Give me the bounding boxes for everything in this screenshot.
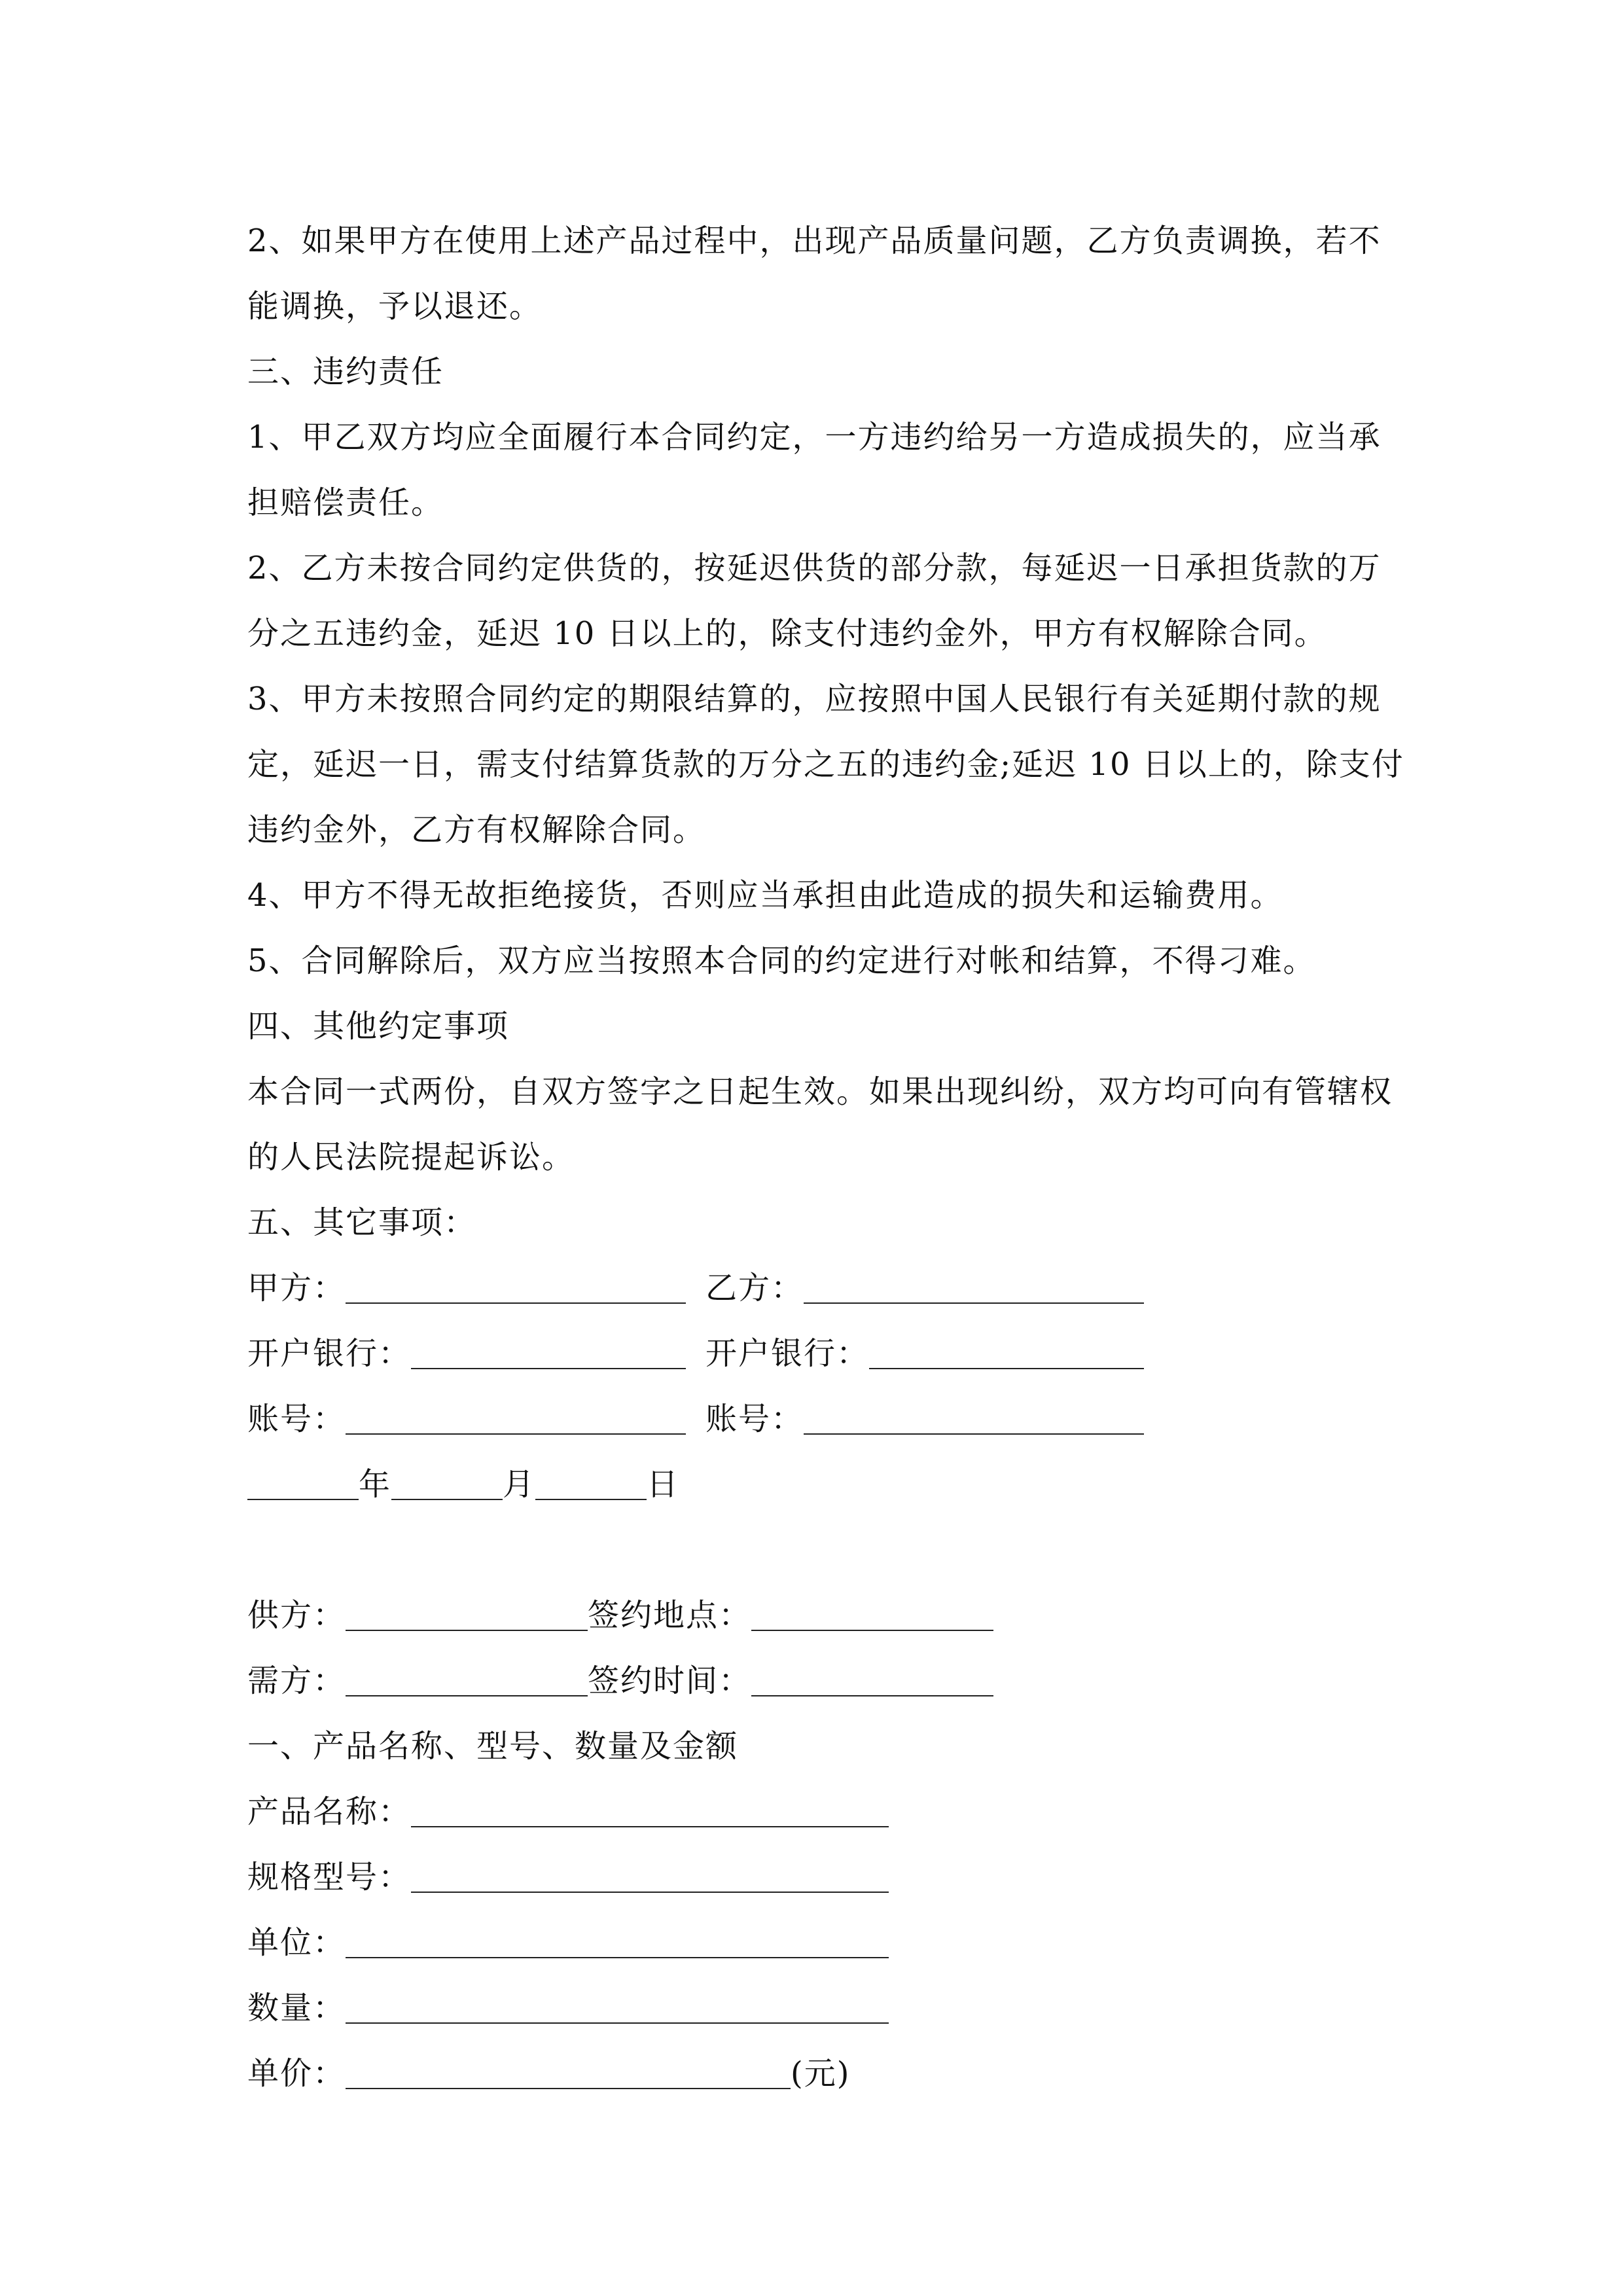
date-row — [247, 1452, 1386, 1517]
section-heading: 一、产品名称、型号、数量及金额 — [247, 1728, 739, 1765]
unit-price-blank[interactable] — [346, 2049, 791, 2089]
clause-line: 分之五违约金，延迟 10 日以上的，除支付违约金外，甲方有权解除合同。 — [247, 615, 1327, 652]
bank-a-label: 开户银行： — [247, 1335, 412, 1372]
clause-line: 违约金外，乙方有权解除合同。 — [247, 812, 706, 848]
quantity-label: 数量： — [247, 1990, 346, 2026]
year-blank[interactable] — [247, 1460, 359, 1500]
bank-row — [247, 1321, 1386, 1386]
clause-line: 本合同一式两份，自双方签字之日起生效。如果出现纠纷，双方均可向有管辖权 — [247, 1073, 1393, 1110]
party-a-blank[interactable] — [346, 1263, 686, 1304]
model-row — [247, 1844, 1386, 1910]
sign-time-label: 签约时间： — [588, 1662, 752, 1699]
clause-line: 2、乙方未按合同约定供货的，按延迟供货的部分款，每延迟一日承担货款的万 — [247, 550, 1382, 586]
unit-blank[interactable] — [346, 1918, 889, 1958]
party-b-blank[interactable] — [804, 1263, 1144, 1304]
unit-price-row — [247, 2041, 1386, 2106]
month-blank[interactable] — [391, 1460, 503, 1500]
quantity-blank[interactable] — [346, 1983, 889, 2024]
year-label: 年 — [359, 1466, 392, 1503]
month-label: 月 — [503, 1466, 536, 1503]
product-name-label: 产品名称： — [247, 1793, 412, 1830]
model-label: 规格型号： — [247, 1859, 412, 1895]
clause-line: 4、甲方不得无故拒绝接货，否则应当承担由此造成的损失和运输费用。 — [247, 877, 1283, 914]
supplier-label: 供方： — [247, 1597, 346, 1634]
clause-line: 担赔偿责任。 — [247, 484, 444, 521]
clause-line: 能调换，予以退还。 — [247, 288, 543, 325]
section-heading: 四、其他约定事项 — [247, 1008, 510, 1045]
account-b-blank[interactable] — [804, 1394, 1144, 1435]
clause-line: 定，延迟一日，需支付结算货款的万分之五的违约金;延迟 10 日以上的，除支付 — [247, 746, 1404, 783]
clause-line: 2、如果甲方在使用上述产品过程中，出现产品质量问题，乙方负责调换，若不 — [247, 223, 1382, 259]
sign-time-blank[interactable] — [751, 1656, 993, 1696]
buyer-label: 需方： — [247, 1662, 346, 1699]
unit-price-label: 单价： — [247, 2055, 346, 2092]
contract-page — [247, 208, 1404, 2106]
clause-line: 5、合同解除后，双方应当按照本合同的约定进行对帐和结算，不得刁难。 — [247, 942, 1316, 979]
account-b-label: 账号： — [705, 1401, 804, 1437]
clause-line: 1、甲乙双方均应全面履行本合同约定，一方违约给另一方造成损失的，应当承 — [247, 419, 1382, 456]
sign-place-label: 签约地点： — [588, 1597, 752, 1634]
unit-row — [247, 1910, 1386, 1975]
day-blank[interactable] — [535, 1460, 647, 1500]
unit-label: 单位： — [247, 1924, 346, 1961]
account-a-blank[interactable] — [346, 1394, 686, 1435]
spacer — [247, 1517, 1386, 1583]
bank-a-blank[interactable] — [411, 1329, 686, 1369]
party-row — [247, 1255, 1386, 1321]
product-name-row — [247, 1779, 1386, 1844]
buyer-blank[interactable] — [346, 1656, 588, 1696]
clause-line: 的人民法院提起诉讼。 — [247, 1139, 575, 1175]
party-b-label: 乙方： — [705, 1270, 804, 1306]
account-row — [247, 1386, 1386, 1452]
sign-place-blank[interactable] — [751, 1590, 993, 1631]
section-heading: 三、违约责任 — [247, 353, 444, 390]
supplier-row — [247, 1583, 1386, 1648]
bank-b-blank[interactable] — [869, 1329, 1144, 1369]
clause-line: 3、甲方未按照合同约定的期限结算的，应按照中国人民银行有关延期付款的规 — [247, 681, 1382, 717]
day-label: 日 — [647, 1466, 680, 1503]
model-blank[interactable] — [411, 1852, 889, 1893]
product-name-blank[interactable] — [411, 1787, 889, 1827]
party-a-label: 甲方： — [247, 1270, 346, 1306]
yuan-label: (元) — [791, 2055, 851, 2092]
supplier-blank[interactable] — [346, 1590, 588, 1631]
bank-b-label: 开户银行： — [705, 1335, 870, 1372]
buyer-row — [247, 1648, 1386, 1713]
section-heading: 五、其它事项： — [247, 1204, 477, 1241]
quantity-row — [247, 1975, 1386, 2041]
account-a-label: 账号： — [247, 1401, 346, 1437]
